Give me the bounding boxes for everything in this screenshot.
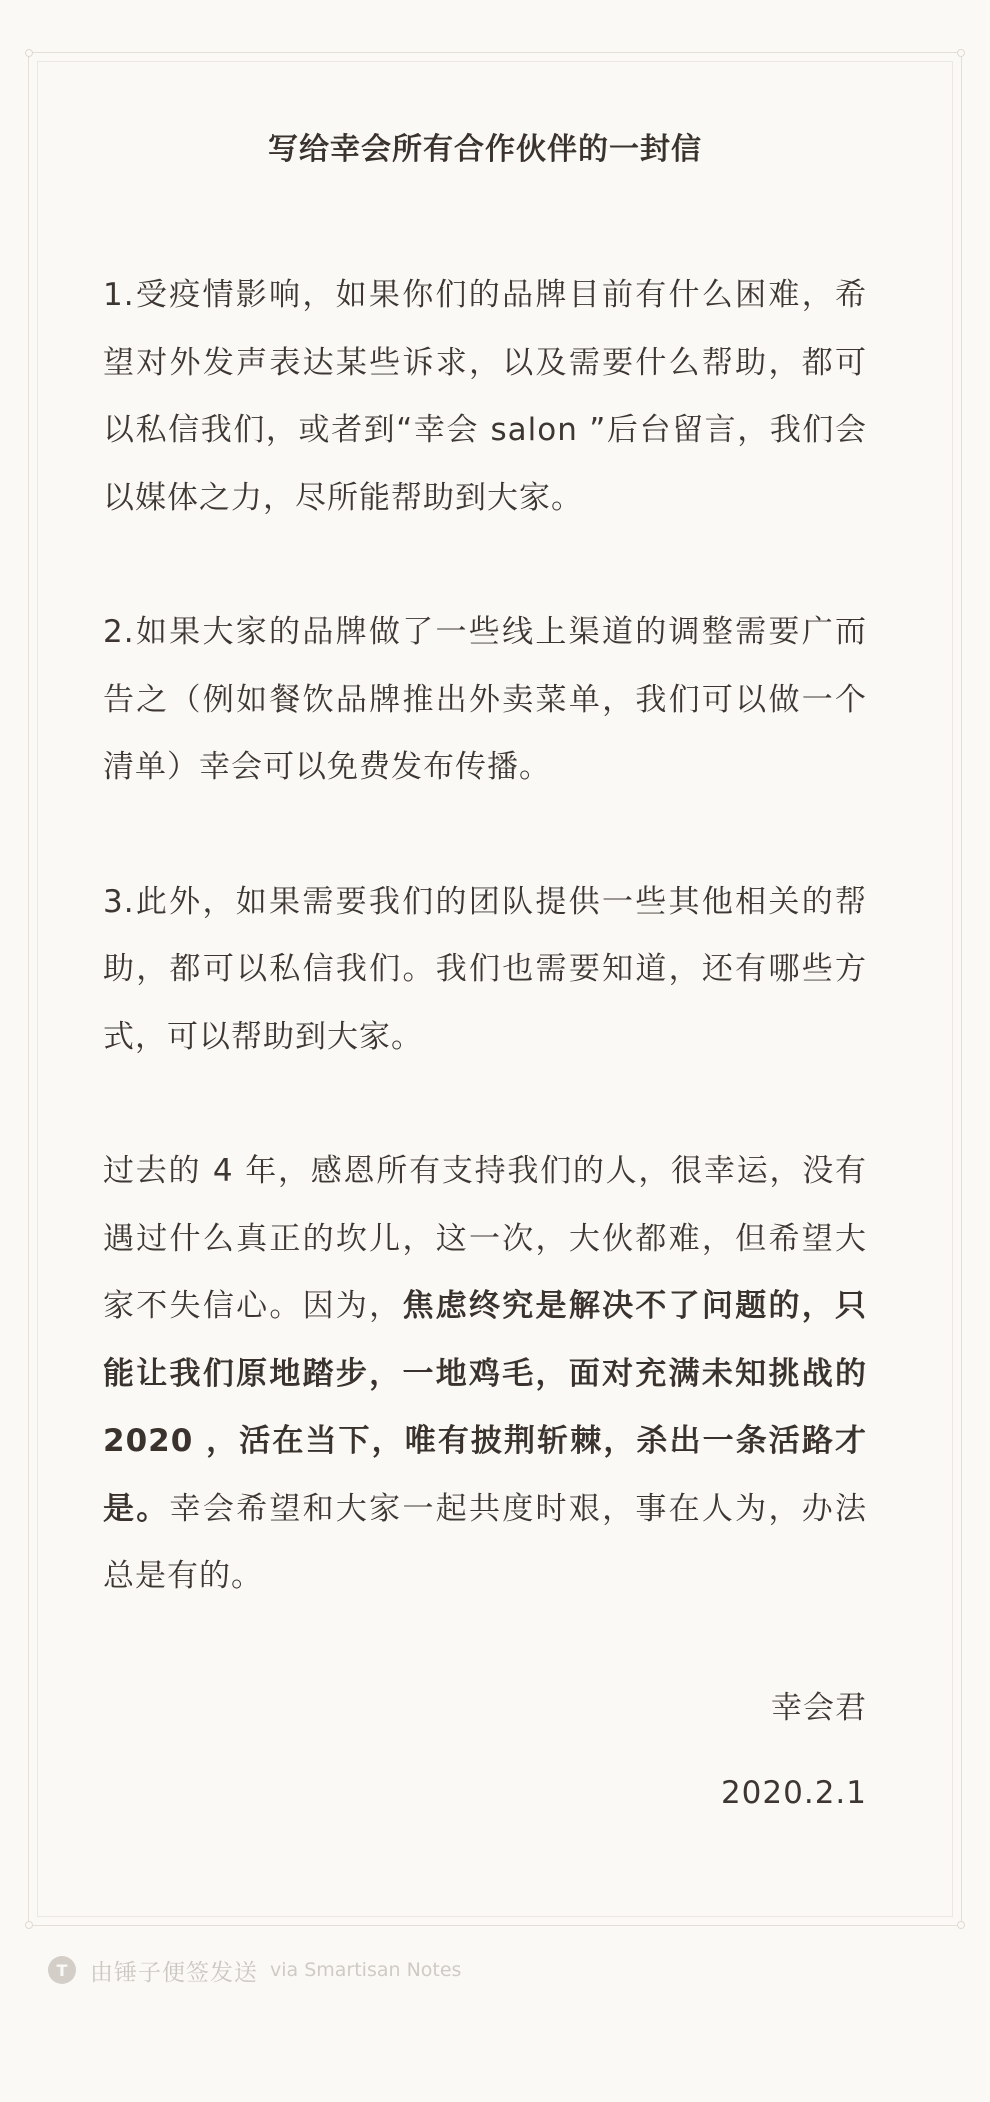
footer-via: via Smartisan Notes (270, 1959, 462, 1981)
paragraph-4 (103, 1138, 867, 1611)
corner-dot (25, 49, 33, 57)
paragraph-4-closing: 幸会希望和大家一起共度时艰，事在人为，办法总是有的。 (103, 1490, 867, 1594)
corner-dot (957, 49, 965, 57)
footer-sent-by: 由锤子便签发送 (90, 1959, 258, 1986)
footer (48, 1952, 461, 1988)
corner-dot (957, 1921, 965, 1929)
smartisan-t-icon: T (48, 1956, 76, 1984)
corner-dot (25, 1921, 33, 1929)
paragraph-2: 2.如果大家的品牌做了一些线上渠道的调整需要广而告之（例如餐饮品牌推出外卖菜单，我们可以做一个清单）幸会可以免费发布传播。 (103, 614, 867, 785)
signature: 幸会君 (771, 1689, 867, 1726)
paragraph-4-bold: 焦虑终究是解决不了问题的，只能让我们原地踏步，一地鸡毛，面对充满未知挑战的 2020 ，活在当下，唯有披荆斩棘，杀出一条活路才是。 (103, 1288, 868, 1527)
paragraph-1: 1.受疫情影响，如果你们的品牌目前有什么困难，希望对外发声表达某些诉求，以及需要什么帮助，都可以私信我们，或者到“幸会 salon ”后台留言，我们会以媒体之力，尽所能帮助到大家。 (103, 277, 867, 516)
letter-title: 写给幸会所有合作伙伴的一封信 (268, 132, 702, 167)
letter-content (103, 120, 867, 1828)
letter-date: 2020.2.1 (720, 1775, 867, 1811)
paragraph-3: 3.此外，如果需要我们的团队提供一些其他相关的帮助，都可以私信我们。我们也需要知道，还有哪些方式，可以帮助到大家。 (103, 883, 867, 1055)
paragraph-4-intro: 过去的 4 年，感恩所有支持我们的人，很幸运，没有遇过什么真正的坎儿，这一次，大伙都难，但希望大家不失信心。因为， (103, 1153, 867, 1324)
